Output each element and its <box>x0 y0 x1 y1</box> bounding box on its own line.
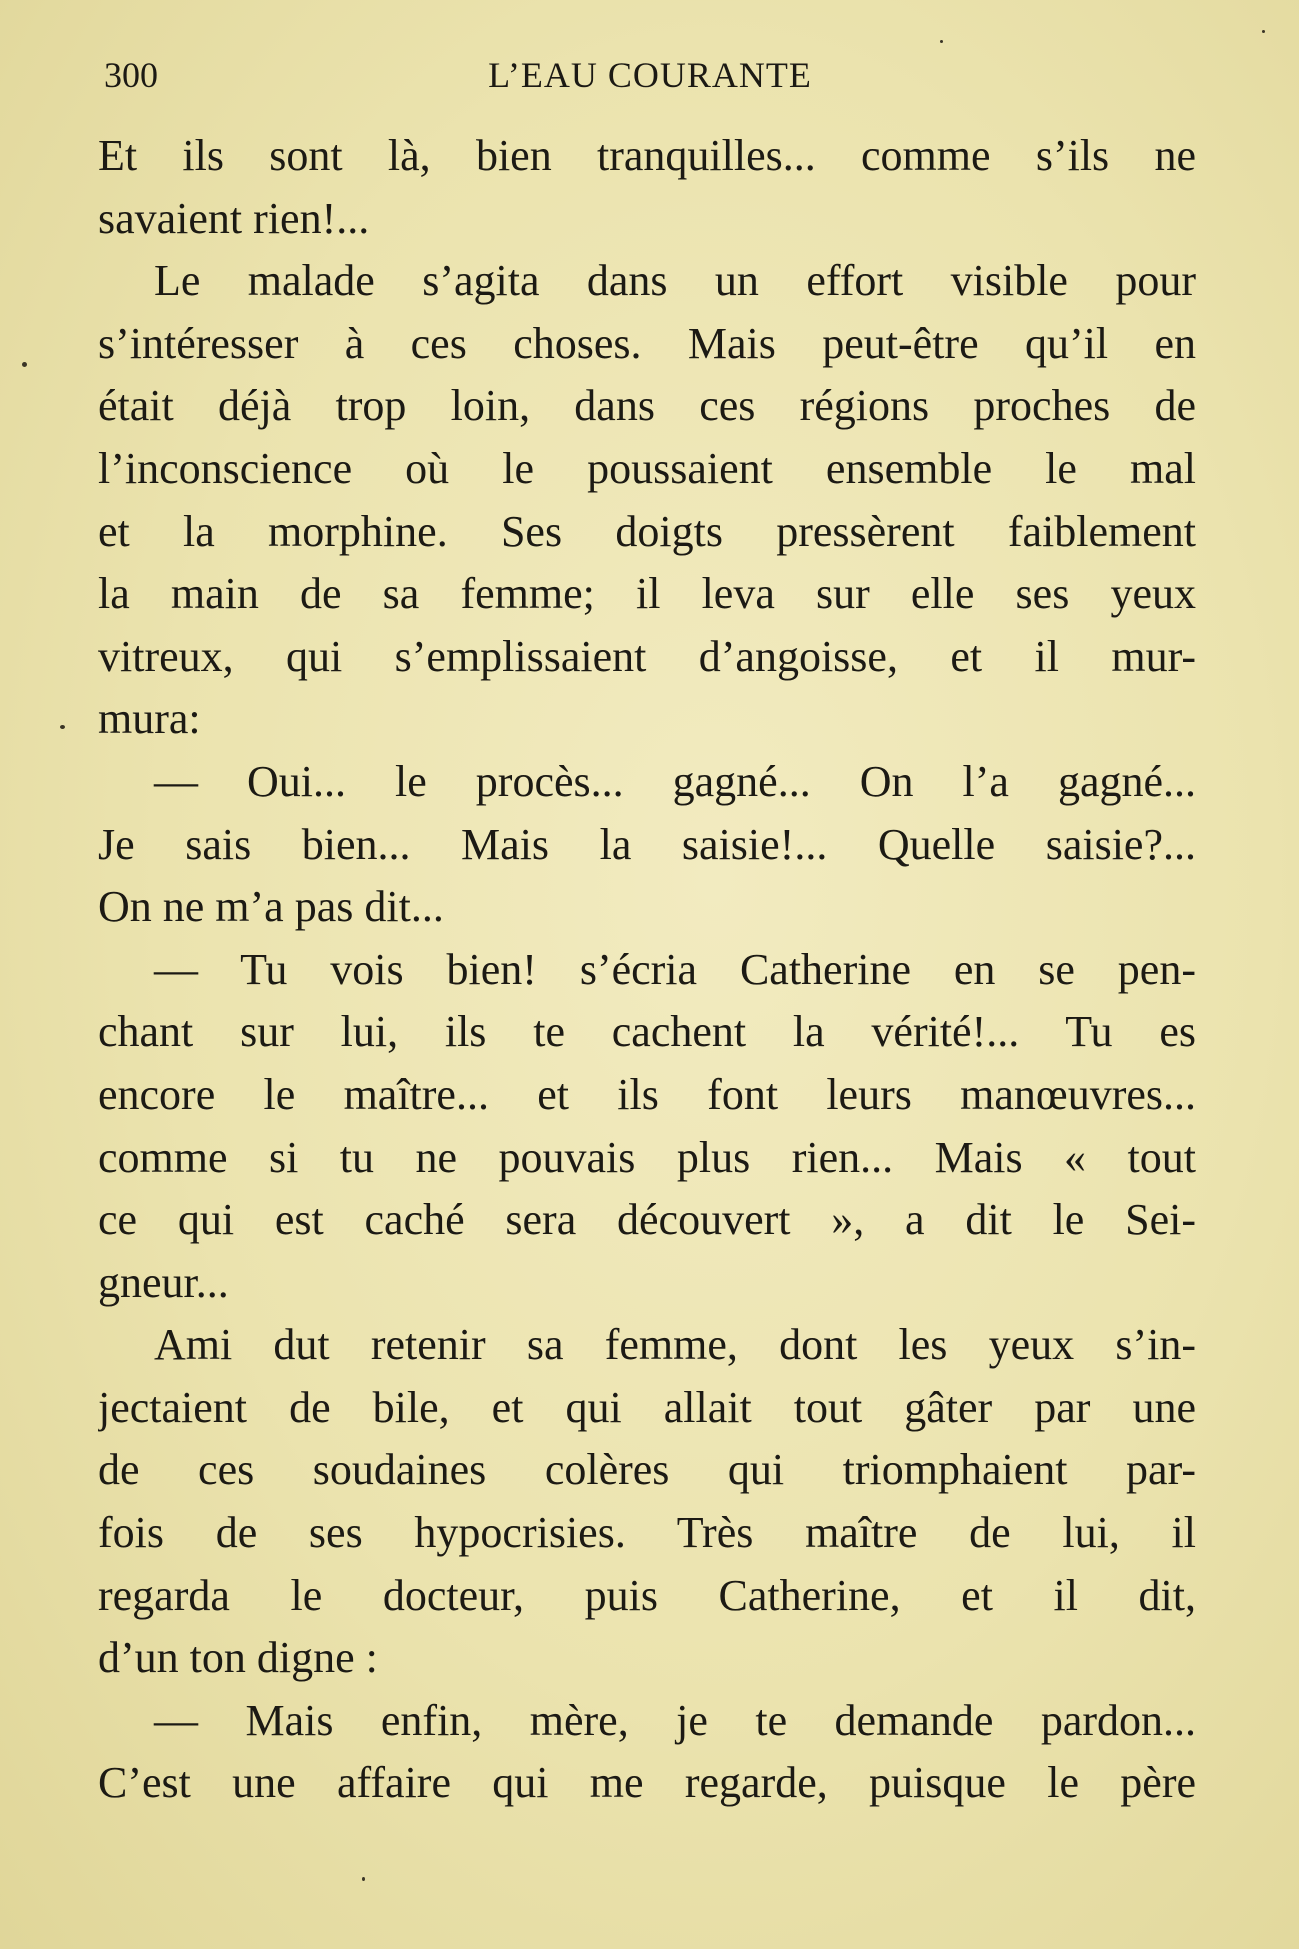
running-head: L’EAU COURANTE <box>488 55 812 95</box>
paper-speck <box>362 1877 365 1881</box>
text-line: jectaient de bile, et qui allait tout gâter par une <box>98 1382 1196 1432</box>
text-line: comme si tu ne pouvais plus rien... Mais « tout <box>98 1132 1196 1182</box>
text-line: — Oui... le procès... gagné... On l’a gagné... <box>154 756 1196 806</box>
text-line: C’est une affaire qui me regarde, puisque le père <box>98 1758 1196 1808</box>
page-number: 300 <box>104 55 158 95</box>
text-line: — Mais enfin, mère, je te demande pardon... <box>154 1695 1196 1745</box>
text-line: — Tu vois bien! s’écria Catherine en se pen- <box>154 944 1196 994</box>
paper-speck <box>940 40 943 43</box>
text-line: vitreux, qui s’emplissaient d’angoisse, et il mur- <box>98 631 1196 681</box>
paper-speck <box>60 725 65 729</box>
paper-speck <box>22 362 27 367</box>
text-line: encore le maître... et ils font leurs manœuvres... <box>98 1069 1196 1119</box>
text-line: chant sur lui, ils te cachent la vérité!... Tu es <box>98 1007 1196 1057</box>
text-line: d’un ton digne : <box>98 1633 378 1683</box>
text-line: On ne m’a pas dit... <box>98 882 444 932</box>
text-line: la main de sa femme; il leva sur elle ses yeux <box>98 569 1196 619</box>
paper-speck <box>1262 30 1265 33</box>
text-line: regarda le docteur, puis Catherine, et il dit, <box>98 1570 1196 1620</box>
page-header <box>104 50 1196 100</box>
text-line: fois de ses hypocrisies. Très maître de lui, il <box>98 1508 1196 1558</box>
text-line: Le malade s’agita dans un effort visible pour <box>154 256 1196 306</box>
text-line: ce qui est caché sera découvert », a dit le Sei- <box>98 1195 1196 1245</box>
text-line: s’intéresser à ces choses. Mais peut-être qu’il en <box>98 318 1196 368</box>
text-line: Je sais bien... Mais la saisie!... Quelle saisie?... <box>98 819 1196 869</box>
text-line: de ces soudaines colères qui triomphaient par- <box>98 1445 1196 1495</box>
text-line: Et ils sont là, bien tranquilles... comme s’ils ne <box>98 131 1196 180</box>
text-line: était déjà trop loin, dans ces régions proches de <box>98 381 1196 431</box>
text-line: Ami dut retenir sa femme, dont les yeux s’in- <box>154 1320 1196 1370</box>
body-text <box>98 125 1196 1815</box>
text-line: mura: <box>98 694 201 744</box>
text-line: et la morphine. Ses doigts pressèrent faiblement <box>98 506 1196 556</box>
text-line: gneur... <box>98 1257 229 1307</box>
text-line: l’inconscience où le poussaient ensemble le mal <box>98 443 1196 493</box>
text-line: savaient rien!... <box>98 193 370 243</box>
